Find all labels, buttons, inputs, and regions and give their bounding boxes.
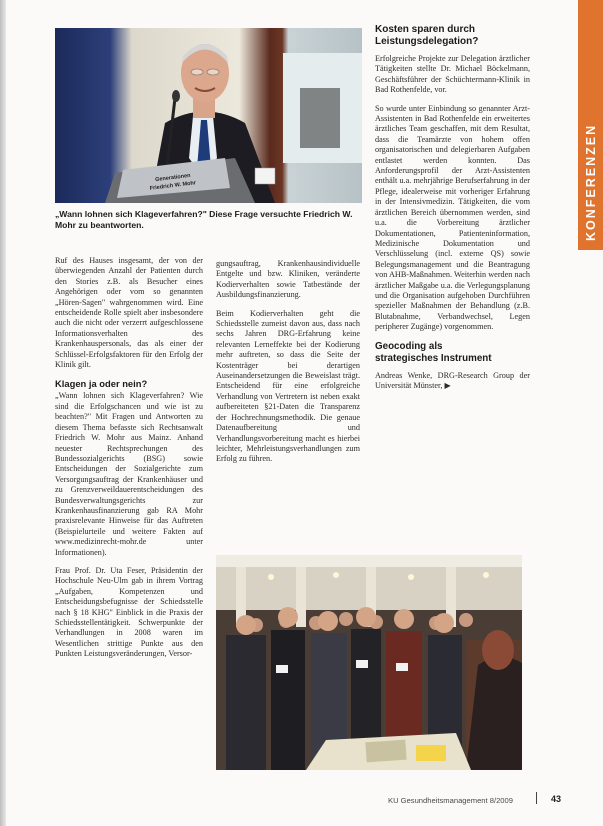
page-number: 43 (551, 794, 562, 804)
podium-sign-line2: Friedrich W. Mohr (149, 180, 197, 192)
col3-heading-kosten-line2: Leistungsdelegation? (375, 36, 479, 47)
col3-heading-geocoding (375, 341, 530, 365)
podium-sign-line1: Generationen (154, 172, 191, 184)
footer-publication: KU Gesundheitsmanagement 8/2009 (388, 796, 513, 805)
photo-caption: „Wann lohnen sich Klageverfahren?" Diese Frage versuchte Friedrich W. Mohr zu beantworten. (55, 209, 353, 230)
section-tab-label: KONFERENZEN (584, 123, 598, 241)
section-tab-label-wrap (578, 0, 603, 250)
col3-paragraph-3 (375, 371, 530, 392)
col1-paragraph-2: „Wann lohnen sich Klageverfahren? Wie sind die Erfolgschancen und wie ist zu beachten?" Mit Fragen und Antworten zu diesem Thema befasste sich Rechtsanwalt Friedrich W. Mohr aus Mainz. Anhand neuester Rechtsprechungen des Bundessozialgerichts (BSG) sowie Entscheidungen der Sozialgerichte zum Versorgungsauftrag der Krankenhäuser und zu Grenzverweildauerentscheidungen des Bundesverwaltungsgerichts zur Krankenhausfinanzierung gab RA Mohr praxisrelevante Hinweise für das Auftreten (Beispielurteile und weitere Fakten auf www.medizinrecht-mohr.de unter Informationen). (55, 391, 203, 557)
text-column-1 (55, 256, 203, 668)
speaker-photo (55, 28, 362, 203)
col1-heading-klagen: Klagen ja oder nein? (55, 378, 148, 390)
col3-heading-geocoding-line1: Geocoding als (375, 340, 443, 352)
col3-paragraph-3-text: Andreas Wenke, DRG-Research Group der Universität Münster, (375, 370, 530, 390)
col3-paragraph-2: So wurde unter Einbindung so genannter Arzt-Assistenten in Bad Rothenfelde ein erweitertes ärztliches Team geschaffen, mit dem Resultat, dass die Teamärzte von hohem offen organisatorischen und delegierbaren Aufgaben entlastet werden konnten. Das Anforderungsprofil der Arzt-Assistenten enthält u.a. mehrjährige Berufserfahrung in der Pflege, idealerweise mit vorheriger Erfahrung in der Intensivmedizin. Tätigkeiten, die vom ärztlichen Bereich übernommen werden, sind u.a. die Vorbereitung ärztlicher Dokumentationen, Patienteninformation, Medizinische Dokumentation und Verschlüsselung (incl. externe QS) sowie Belegungsmanagement und die Beantragung von AHB-Maßnahmen. Weiterhin werden nach ärztlicher Maßgabe u.a. die Verlegungsplanung und die Organisation aufgehoben Durchführen spezieller Maßnahmen der Behandlung (z.B. Blutabnahme, Verbandwechsel, Legen peripherer Zugänge) vorgenommen. (375, 103, 530, 332)
col1-paragraph-1: Ruf des Hauses insgesamt, der von der überwiegenden Anzahl der Patienten durch den Stories z.B. als Besucher eines Angehörigen oder vom so genannten „Hören-Sagen" wahrgenommen wird. Eine entscheidende Rolle spielt aber insbesondere auch die nicht oder verzerrt aufgeschlossene Informationsverhalten des Krankenhauspersonals, das als einer der Schlüssel-Erfolgsfaktoren für den Erfolg der Klinik gilt. (55, 256, 203, 370)
page-spine-shadow (0, 0, 6, 826)
col3-heading-kosten-line1: Kosten sparen durch (375, 24, 476, 35)
continue-arrow-icon: ▶ (444, 380, 451, 390)
col3-heading-geocoding-line2: strategisches Instrument (375, 352, 492, 364)
col3-heading-kosten (375, 24, 530, 48)
footer-separator (536, 792, 537, 804)
col2-paragraph-1: gungsauftrag, Krankenhausindividuelle Entgelte und bzw. Kliniken, veränderte Kodierverhalten sowie Tatbestände der Ausbildungsfinanzierung. (216, 259, 360, 300)
col1-paragraph-3: Frau Prof. Dr. Uta Feser, Präsidentin der Hochschule Neu-Ulm gab in ihrem Vortrag „Aufgaben, Kompetenzen und Entscheidungsbefugnisse der Schiedsstelle nach § 18 KHG" Einblick in die Praxis der Schiedsstellentätigkeit. Schwerpunkte der Verhandlungen in 2008 waren im Wesentlichen strittige Punkte aus den Punkten Leistungsveränderungen, Versor- (55, 565, 203, 659)
col2-paragraph-2: Beim Kodierverhalten geht die Schiedsstelle zumeist davon aus, dass nach sechs Jahren DRG-Erfahrung keine relevanten Lerneffekte bei der Kodierung mehr auftreten, so dass die Seite der Kostenträger bei derartigen Auseinandersetzungen die Beweislast trägt. Entscheidend für eine erfolgreiche Verhandlung von Vertretern ist neben exakt aufbereiteten §21-Daten die Transparenz der Hochrechnungsmethodik. Die genaue Datenaufbereitung und Verhandlungsvorbereitung macht es hierbei leichter, Mehrleistungsverhandlungen zum Erfolg zu führen. (216, 308, 360, 464)
col3-paragraph-1: Erfolgreiche Projekte zur Delegation ärztlicher Tätigkeiten stellte Dr. Michael Böckelmann, Geschäftsführer der Schüchtermann-Klinik in Bad Rothenfelde, vor. (375, 54, 530, 95)
text-column-3 (375, 24, 530, 399)
text-column-2 (216, 259, 360, 473)
audience-photo (216, 555, 522, 770)
